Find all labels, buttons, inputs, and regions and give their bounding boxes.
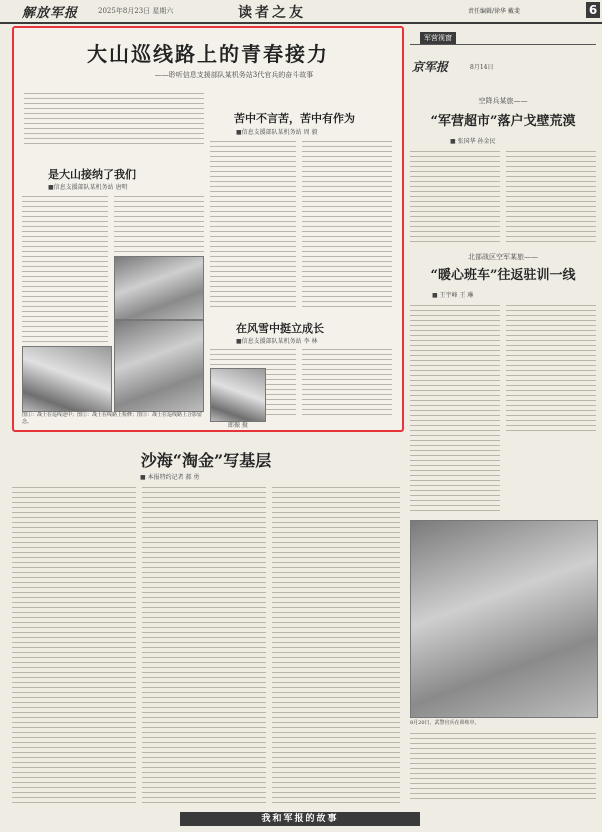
story2-col2 bbox=[506, 302, 596, 432]
right-bottom-text bbox=[410, 730, 596, 800]
story2-col1 bbox=[410, 302, 500, 514]
photo-1 bbox=[114, 256, 204, 320]
photo-3 bbox=[114, 320, 204, 412]
column-badge: 军营视窗 bbox=[420, 32, 456, 44]
section2-col2 bbox=[302, 138, 392, 308]
right-divider bbox=[410, 44, 596, 45]
issue-date: 2025年8月23日 星期六 bbox=[98, 7, 174, 15]
section3-byline: ■信息支援部队某机务站 李 林 bbox=[236, 338, 318, 345]
section-title: 读者之友 bbox=[238, 5, 306, 21]
photo-2 bbox=[22, 346, 112, 412]
section1-byline: ■信息支援部队某机务站 唐明 bbox=[48, 184, 128, 191]
section3-title: 在风雪中挺立成长 bbox=[236, 322, 324, 335]
newspaper-logo: 解放军报 bbox=[22, 6, 79, 21]
section2-byline: ■信息支援部队某机务站 周 毅 bbox=[236, 129, 318, 136]
right-date: 8月14日 bbox=[470, 64, 494, 71]
intro-text bbox=[24, 90, 204, 148]
feature-subtitle: ——聆听信息支援部队某机务站3代官兵的奋斗故事 bbox=[154, 71, 314, 79]
story1-headline[interactable]: “军营超市”落户戈壁荒漠 bbox=[430, 114, 576, 129]
section1-col2 bbox=[114, 193, 204, 253]
story1-col2 bbox=[506, 148, 596, 242]
featured-article[interactable] bbox=[12, 26, 404, 432]
page-number: 6 bbox=[586, 2, 600, 18]
story1-byline: ■ 张国华 孙金民 bbox=[450, 138, 496, 145]
right-photo bbox=[410, 520, 598, 718]
bottom-banner: 我和军报的故事 bbox=[180, 812, 420, 826]
bottom-byline: ■ 本报特约记者 郝 勇 bbox=[140, 474, 200, 481]
story2-headline[interactable]: “暖心班车”往返驻训一线 bbox=[430, 268, 576, 283]
feature-headline: 大山巡线路上的青春接力 bbox=[87, 42, 329, 66]
photo-caption: 图①：战士在巡线途中；图②：战士在线路上检修；图③：战士在巡线路上合影留念。 bbox=[22, 412, 203, 425]
bottom-col3 bbox=[272, 484, 400, 804]
section1-title: 是大山接纳了我们 bbox=[48, 168, 136, 181]
bottom-col1 bbox=[12, 484, 136, 804]
photo-4 bbox=[210, 368, 266, 422]
section1-col1 bbox=[22, 193, 108, 343]
story2-kicker: 北部战区空军某旅—— bbox=[468, 253, 538, 261]
section2-col1 bbox=[210, 138, 296, 308]
section2-title: 苦中不言苦，苦中有作为 bbox=[234, 112, 355, 125]
editor-credit: 责任编辑/徐华 戴斐 bbox=[468, 8, 520, 15]
right-photo-caption: 8月20日，武警官兵在训练中。 bbox=[410, 720, 480, 726]
right-logo: 京军报 bbox=[412, 60, 449, 74]
story1-col1 bbox=[410, 148, 500, 242]
bottom-headline[interactable]: 沙海“淘金”写基层 bbox=[140, 451, 272, 470]
bottom-col2 bbox=[142, 484, 266, 804]
story2-byline: ■ 王宇峰 王 琳 bbox=[432, 292, 474, 299]
photo-credit: 郎振 摄 bbox=[228, 422, 248, 429]
story1-kicker: 空降兵某旅—— bbox=[478, 97, 528, 105]
section3-col2 bbox=[302, 346, 392, 416]
